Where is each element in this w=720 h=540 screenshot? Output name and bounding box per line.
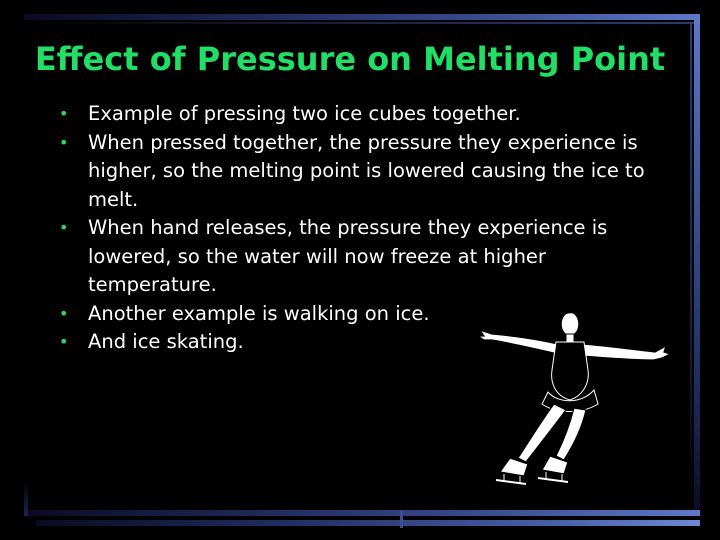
bullet-text: Example of pressing two ice cubes together.	[88, 102, 521, 125]
ice-skater-icon	[470, 300, 680, 510]
bullet-icon: •	[59, 132, 69, 152]
bullet-icon: •	[59, 104, 69, 123]
bullet-text: When hand releases, the pressure they experience is lowered, so the water will now freeze at higher temperature.	[88, 216, 608, 296]
frame-bar-left	[24, 480, 28, 516]
bullet-icon: •	[59, 303, 69, 323]
bullet-icon: •	[59, 332, 69, 351]
bullet-text: Another example is walking on ice.	[88, 301, 430, 325]
frame-bar-bottom	[24, 510, 700, 516]
bullet-item	[56, 129, 676, 215]
frame-bar-right-thin	[690, 24, 692, 504]
bullet-icon: •	[59, 218, 69, 237]
bullet-item	[56, 214, 676, 300]
frame-bar-top	[24, 14, 700, 20]
frame-bar-bottom-lower	[36, 520, 700, 526]
frame-bar-right	[694, 14, 700, 514]
frame-bar-top-thin	[24, 22, 700, 24]
bullet-text: When pressed together, the pressure they experience is higher, so the melting point is lowered causing the ice to melt.	[88, 130, 645, 211]
bullet-text: And ice skating.	[88, 330, 244, 353]
bullet-item	[56, 100, 676, 129]
frame-bar-divider	[400, 510, 403, 528]
slide-title: Effect of Pressure on Melting Point	[34, 40, 666, 78]
